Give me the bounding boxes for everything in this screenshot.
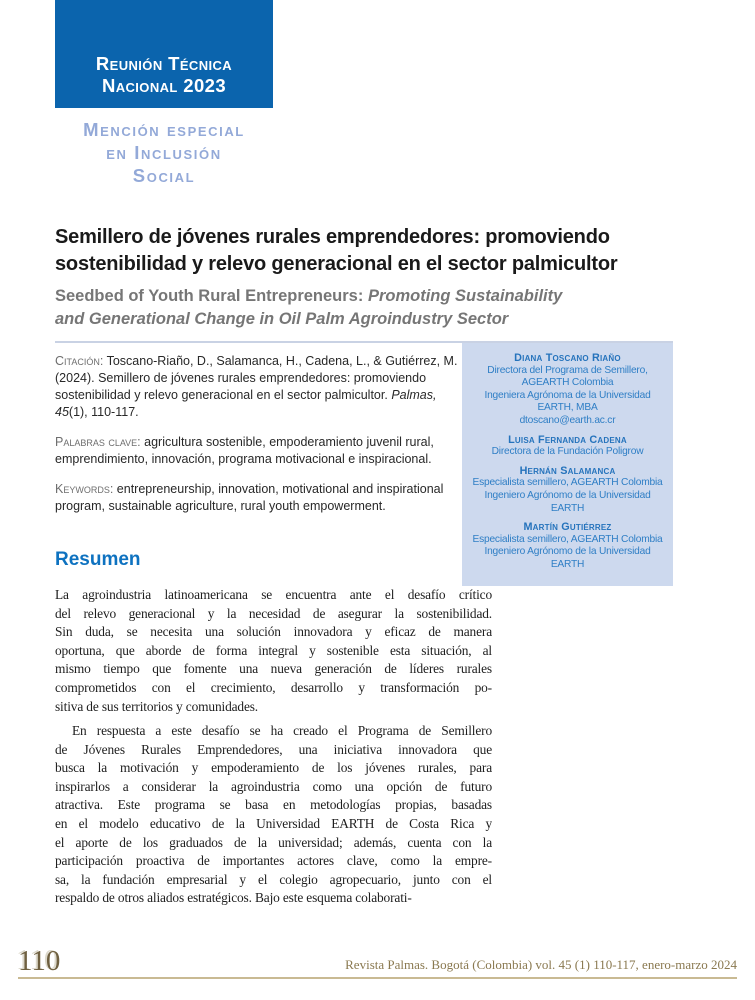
title-line: Semillero de jóvenes rurales emprendedores: promoviendo (55, 226, 610, 248)
text-line: respaldo de otros aliados estratégicos. Bajo este esquema colaborati- (55, 890, 412, 906)
badge-title-line2: Nacional 2023 (101, 75, 227, 96)
abstract-heading: Resumen (55, 549, 141, 570)
keywords-text: entrepreneurship, innovation, motivational and inspirational program, sustainable agriculture, rural youth empowerment. (55, 482, 444, 513)
page-number: 110 (18, 945, 61, 977)
author-name: Diana Toscano Riaño (514, 352, 621, 364)
footer-rule (18, 977, 737, 979)
text-line: busca la motivación y empoderamiento de los jóvenes rurales, para (55, 760, 492, 776)
palabras-clave-block (55, 434, 461, 468)
citation-journal-name: Palmas, 45 (55, 388, 437, 419)
author-affiliation-line: Directora de la Fundación Poligrow (491, 446, 644, 458)
author-affiliation-line: AGEARTH Colombia (521, 377, 614, 389)
subtitle-line (55, 285, 715, 308)
author-affiliation-line: EARTH, MBA (537, 402, 598, 414)
conference-badge (55, 0, 273, 108)
text-line: mismo tiempo que fomente una nueva generación de líderes rurales (55, 661, 492, 677)
text-line: sa, la fundación empresarial y el colegio agropecuario, junto con el (55, 871, 492, 887)
author-entry (468, 465, 667, 515)
subtitle-italic: Promoting Sustainability (367, 287, 563, 305)
article-title-english (55, 285, 715, 331)
text-line: oportuna, que aborde de forma integral y sostenible esta situación, al (55, 642, 492, 658)
text-line: comprometidos con el crecimiento, desarrollo y transformación po- (55, 679, 492, 695)
author-affiliation-line: Ingeniero Agrónomo de la Universidad (484, 546, 651, 558)
text-line: participación proactiva de importantes actores clave, como la empre- (55, 853, 492, 869)
citation-pages: (1), 110-117. (68, 405, 139, 419)
citation-block (55, 353, 461, 421)
author-entry (468, 352, 667, 428)
title-line: sostenibilidad y relevo generacional en el sector palmicultor (55, 253, 618, 275)
article-title-spanish (55, 224, 715, 278)
text-line: en el modelo educativo de la Universidad EARTH de Costa Rica y (55, 815, 492, 831)
mention-line2: en Inclusión (106, 142, 222, 163)
special-mention-label (55, 118, 273, 187)
text-line: Sin duda, se necesita una solución innovadora y eficaz de manera (55, 624, 492, 640)
author-entry (468, 434, 667, 459)
badge-title-line1: Reunión Técnica (95, 53, 233, 74)
journal-footer-line: Revista Palmas. Bogotá (Colombia) vol. 45 (1) 110-117, enero-marzo 2024 (345, 957, 737, 972)
palabras-clave-label: Palabras clave: (55, 435, 141, 449)
text-line: inspirarlos a considerar la agroindustria como una opción de futuro (55, 778, 492, 794)
author-name: Martín Gutiérrez (523, 521, 612, 534)
citation-label: Citación: (55, 354, 104, 368)
abstract-paragraph-2 (55, 722, 492, 908)
author-entry (468, 521, 667, 571)
subtitle-line: and Generational Change in Oil Palm Agroindustry Sector (55, 310, 509, 328)
palabras-clave-text: agricultura sostenible, empoderamiento juvenil rural, emprendimiento, innovación, programa motivacional e inspiracional. (55, 435, 434, 466)
author-affiliation-line: Ingeniero Agrónomo de la Universidad (484, 489, 651, 501)
abstract-paragraph-1 (55, 586, 492, 716)
author-name: Luisa Fernanda Cadena (508, 433, 627, 446)
author-name: Hernán Salamanca (519, 464, 616, 477)
author-affiliation-line: Especialista semillero, AGEARTH Colombia (472, 477, 663, 489)
text-line: La agroindustria latinoamericana se encuentra ante el desafío crítico (55, 587, 492, 602)
article-meta (55, 353, 461, 528)
author-affiliation-line: EARTH (550, 502, 585, 514)
text-line: sitiva de sus territorios y comunidades. (55, 698, 259, 714)
keywords-block (55, 481, 461, 515)
author-affiliation-line: Directora del Programa de Semillero, (487, 364, 648, 376)
keywords-label: Keywords: (55, 482, 114, 496)
text-line: del relevo generacional y la necesidad de asegurar la sostenibilidad. (55, 605, 492, 621)
author-affiliation-line: Ingeniera Agrónoma de la Universidad (484, 389, 651, 401)
mention-line1: Mención especial (83, 119, 245, 140)
subtitle-plain: Seedbed of Youth Rural Entrepreneurs: (55, 287, 368, 305)
author-affiliation-line: Especialista semillero, AGEARTH Colombia (472, 533, 663, 545)
authors-info-box (462, 343, 673, 586)
text-line: atractiva. Este programa se basa en metodologías propias, basadas (55, 797, 492, 813)
text-line: En respuesta a este desafío se ha creado el Programa de Semillero (72, 723, 492, 738)
citation-text: Toscano-Riaño, D., Salamanca, H., Cadena, L., & Gutiérrez, M. (2024). Semillero de jóvenes rurales emprendedores: promoviendo sostenibilidad y relevo generacional en el sector palmicultor. (55, 354, 458, 402)
text-line: el aporte de los graduados de la universidad; además, cuenta con la (55, 834, 492, 850)
mention-line3: Social (132, 165, 196, 186)
author-affiliation-line: EARTH (550, 558, 585, 570)
text-line: de Jóvenes Rurales Emprendedores, una iniciativa innovadora que (55, 741, 492, 757)
author-affiliation-line: dtoscano@earth.ac.cr (519, 414, 616, 426)
